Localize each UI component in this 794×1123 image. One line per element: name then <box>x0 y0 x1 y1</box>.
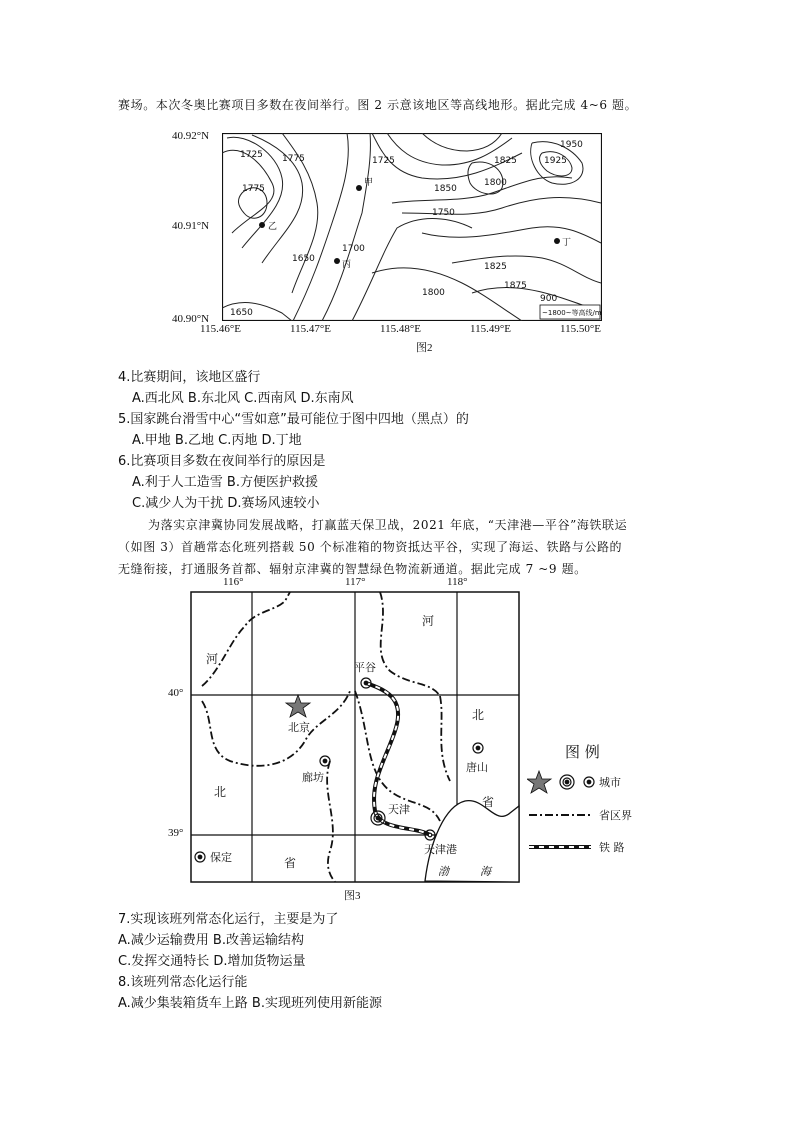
region-he-north: 河 <box>422 614 435 628</box>
contour-label: 1775 <box>242 184 265 194</box>
lon-label: 115.47°E <box>290 323 331 335</box>
legend-rail: 铁 路 <box>599 841 625 854</box>
contour-label: 1650 <box>292 254 315 264</box>
contour-label: 1875 <box>504 281 527 291</box>
question-4-options: A.西北风 B.东北风 C.西南风 D.东南风 <box>132 391 354 406</box>
question-6-options-1: A.利于人工造雪 B.方便医护救援 <box>132 475 318 490</box>
contour-label: 1700 <box>342 244 365 254</box>
lat-label: 39° <box>168 827 184 839</box>
lat-label: 40.91°N <box>172 220 210 232</box>
legend-title: 图 例 <box>565 743 600 761</box>
city-pinggu: 平谷 <box>354 661 376 674</box>
question-8: 8.该班列常态化运行能 <box>118 975 248 990</box>
contour-label: 900 <box>540 294 558 304</box>
lon-label: 118° <box>447 576 468 588</box>
question-5: 5.国家跳台滑雪中心“雪如意”最可能位于图中四地（黑点）的 <box>118 412 469 427</box>
contour-label: 1725 <box>372 156 395 166</box>
contour-label: 1925 <box>544 156 567 166</box>
place-ding: 丁 <box>562 238 572 248</box>
contour-label: 1850 <box>434 184 457 194</box>
figure-caption: 图2 <box>416 342 433 354</box>
region-bei-east: 北 <box>472 708 485 722</box>
contour-label: 1825 <box>484 262 507 272</box>
sea-bo: 渤 <box>438 865 449 878</box>
contour-label: 1750 <box>432 208 455 218</box>
contour-label: 1800 <box>484 178 507 188</box>
region-bei-west: 北 <box>214 785 227 799</box>
lat-label: 40.92°N <box>172 130 210 142</box>
lat-label: 40.90°N <box>172 313 210 325</box>
contour-legend: ~1800~等高线/m <box>542 309 602 317</box>
intro-text-2-line1: 为落实京津冀协同发展战略，打赢蓝天保卫战，2021 年底，“天津港—平谷”海铁联运 <box>148 518 628 532</box>
contour-label: 1725 <box>240 150 263 160</box>
lon-label: 115.50°E <box>560 323 601 335</box>
region-sheng-east: 省 <box>482 795 495 809</box>
intro-text-2-line3: 无缝衔接，打通服务首都、辐射京津冀的智慧绿色物流新通道。据此完成 7 ~9 题。 <box>118 562 587 576</box>
figure-caption: 图3 <box>344 890 361 902</box>
intro-text-2-line2: （如图 3）首趟常态化班列搭载 50 个标准箱的物资抵达平谷，实现了海运、铁路与公路的 <box>118 540 623 554</box>
city-baoding: 保定 <box>210 851 232 864</box>
region-he-west: 河 <box>206 652 219 666</box>
contour-label: 1800 <box>422 288 445 298</box>
lon-label: 115.49°E <box>470 323 511 335</box>
contour-label: 1825 <box>494 156 517 166</box>
region-map <box>190 591 520 883</box>
legend-city: 城市 <box>599 776 621 789</box>
region-sheng-south: 省 <box>284 856 297 870</box>
question-7-options-2: C.发挥交通特长 D.增加货物运量 <box>118 954 306 969</box>
contour-label: 1650 <box>230 308 253 318</box>
intro-text-1: 赛场。本次冬奥比赛项目多数在夜间举行。图 2 示意该地区等高线地形。据此完成 4~6 题。 <box>118 98 638 112</box>
city-langfang: 廊坊 <box>302 771 324 784</box>
figure-3 <box>165 575 645 903</box>
city-tianjin-port: 天津港 <box>424 843 457 856</box>
city-beijing: 北京 <box>288 721 310 734</box>
lon-label: 116° <box>223 576 244 588</box>
lon-label: 115.48°E <box>380 323 421 335</box>
question-4: 4.比赛期间，该地区盛行 <box>118 370 261 385</box>
lon-label: 115.46°E <box>200 323 241 335</box>
lat-label: 40° <box>168 687 184 699</box>
place-yi: 乙 <box>268 222 278 232</box>
question-8-options-1: A.减少集装箱货车上路 B.实现班列使用新能源 <box>118 996 382 1011</box>
city-tianjin: 天津 <box>388 803 410 816</box>
lon-label: 117° <box>345 576 366 588</box>
map-legend <box>527 721 645 871</box>
city-tangshan: 唐山 <box>466 761 488 774</box>
question-6-options-2: C.减少人为干扰 D.赛场风速较小 <box>132 496 320 511</box>
place-bing: 丙 <box>342 260 352 270</box>
contour-map <box>222 133 602 321</box>
figure-2 <box>160 125 640 355</box>
question-6: 6.比赛项目多数在夜间举行的原因是 <box>118 454 326 469</box>
sea-hai: 海 <box>480 865 491 878</box>
contour-label: 1775 <box>282 154 305 164</box>
place-jia: 甲 <box>364 178 374 188</box>
question-7-options-1: A.减少运输费用 B.改善运输结构 <box>118 933 304 948</box>
question-7: 7.实现该班列常态化运行，主要是为了 <box>118 912 339 927</box>
question-5-options: A.甲地 B.乙地 C.丙地 D.丁地 <box>132 433 302 448</box>
legend-border: 省区界 <box>599 809 632 822</box>
contour-label: 1950 <box>560 140 583 150</box>
